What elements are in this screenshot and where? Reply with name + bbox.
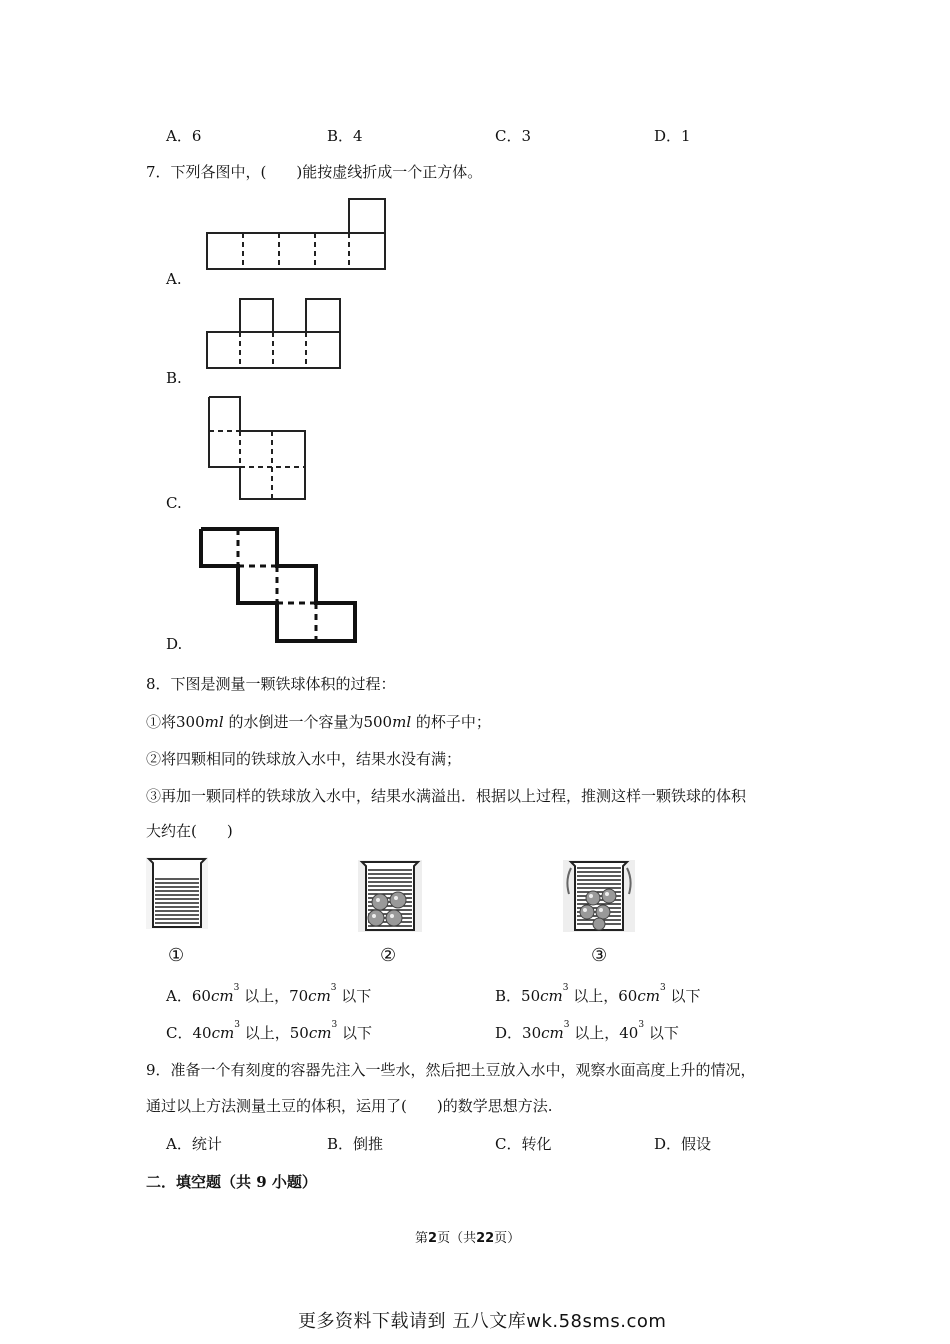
q6-option-d: D．1 bbox=[654, 127, 691, 145]
q6-option-b: B．4 bbox=[327, 127, 363, 145]
figure-label-1: ① bbox=[168, 945, 185, 966]
q9-option-b: B．倒推 bbox=[327, 1135, 384, 1153]
q7-net-b bbox=[205, 297, 345, 371]
q7-option-b-label: B. bbox=[166, 369, 182, 387]
beaker-1-image bbox=[146, 857, 208, 929]
q7-option-a-label: A. bbox=[166, 270, 182, 288]
section-2-title: 二．填空题（共 9 小题） bbox=[146, 1173, 317, 1191]
q8-option-c: C．$40cm^3$ 以上，$50cm^3$ 以下 bbox=[166, 1020, 372, 1042]
q8-stem: 8．下图是测量一颗铁球体积的过程： bbox=[146, 675, 396, 693]
q8-step1: ①将300ml 的水倒进一个容量为500ml 的杯子中； bbox=[146, 713, 491, 731]
beaker-2-image bbox=[358, 860, 422, 932]
q6-option-c: C．3 bbox=[495, 127, 532, 145]
download-ad-text: 更多资料下载请到 五八文库wk.58sms.com bbox=[298, 1311, 667, 1332]
figure-label-2: ② bbox=[380, 945, 397, 966]
q7-net-c bbox=[206, 395, 310, 503]
q7-net-d bbox=[198, 526, 360, 646]
q9-stem: 9．准备一个有刻度的容器先注入一些水，然后把土豆放入水中，观察水面高度上升的情况， bbox=[146, 1061, 756, 1079]
q8-step2: ②将四颗相同的铁球放入水中，结果水没有满； bbox=[146, 750, 462, 768]
q8-step3: ③再加一颗同样的铁球放入水中，结果水满溢出．根据以上过程，推测这样一颗铁球的体积 bbox=[146, 787, 747, 805]
q8-option-d: D．$30cm^3$ 以上，$40^3$ 以下 bbox=[495, 1020, 679, 1042]
beaker-3-image bbox=[563, 860, 635, 932]
q9-option-a: A．统计 bbox=[166, 1135, 222, 1153]
q8-option-a: A．$60cm^3$ 以上，$70cm^3$ 以下 bbox=[166, 983, 372, 1005]
figure-label-3: ③ bbox=[591, 945, 608, 966]
q9-option-c: C．转化 bbox=[495, 1135, 552, 1153]
q8-option-b: B．$50cm^3$ 以上，$60cm^3$ 以下 bbox=[495, 983, 701, 1005]
q8-step3-cont: 大约在( ) bbox=[146, 822, 233, 840]
q7-option-c-label: C. bbox=[166, 494, 182, 512]
q9-stem-cont: 通过以上方法测量土豆的体积，运用了( )的数学思想方法. bbox=[146, 1097, 553, 1115]
q6-option-a: A．6 bbox=[166, 127, 202, 145]
q7-net-a bbox=[205, 198, 390, 272]
q7-stem: 7．下列各图中，( )能按虚线折成一个正方体。 bbox=[146, 163, 483, 181]
page-footer: 第2页（共22页） bbox=[415, 1231, 521, 1246]
q9-option-d: D．假设 bbox=[654, 1135, 712, 1153]
q7-option-d-label: D. bbox=[166, 635, 183, 653]
